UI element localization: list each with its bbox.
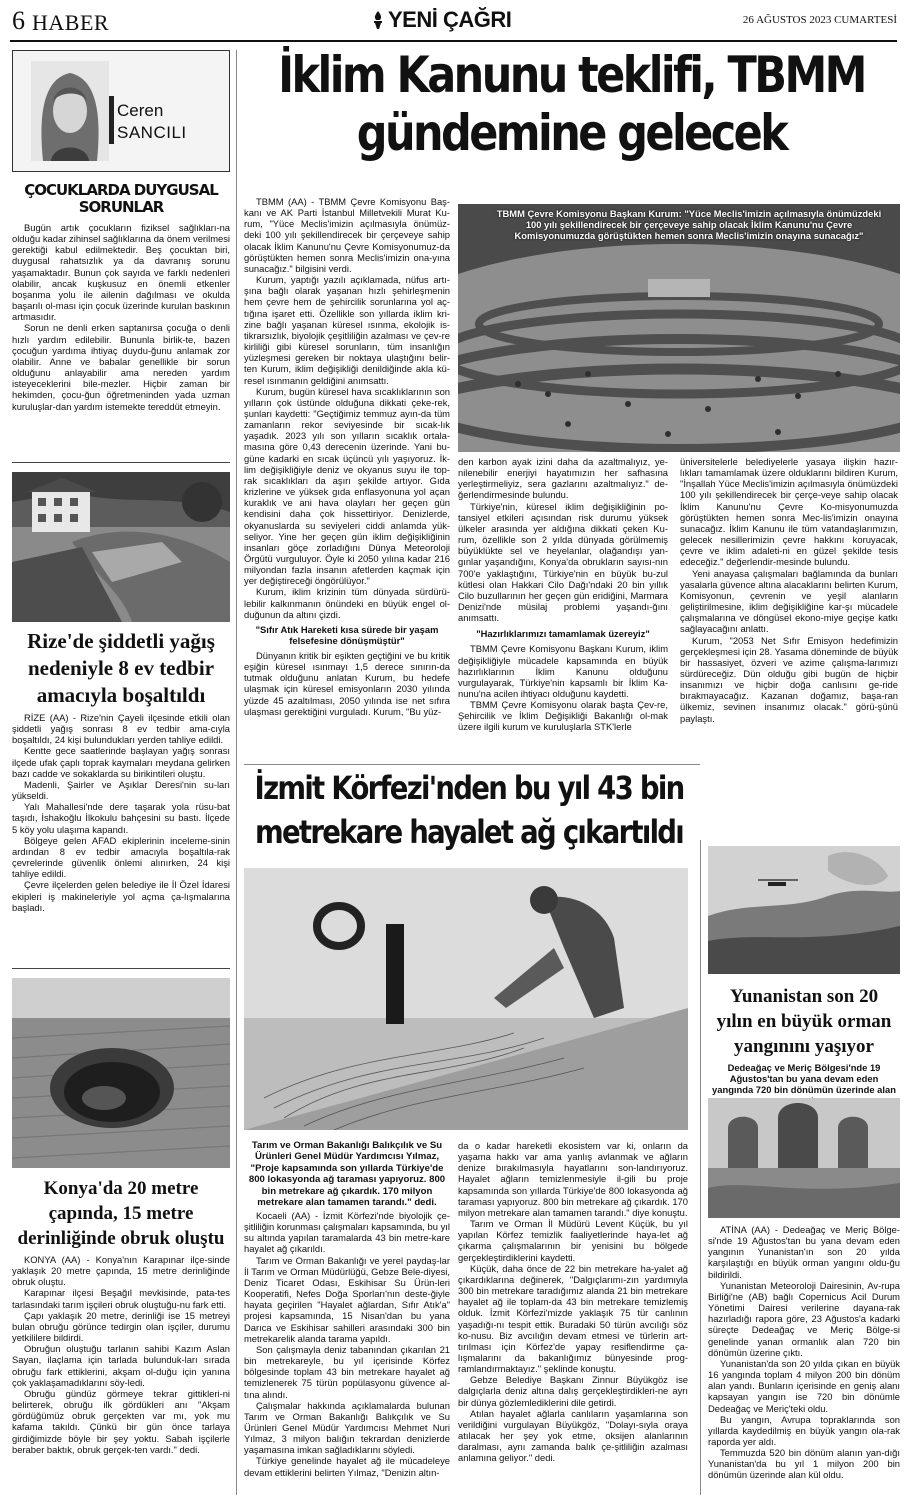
greece-paragraph: ATİNA (AA) - Dedeağaç ve Meriç Bölge-si'nde 19 Ağustos'tan bu yana devam eden yangının Yunanistan'ın son 20 yılda karşılaştığı en büyük orman yangını oldu-ğu bildirildi. <box>708 1224 900 1280</box>
column-paragraph: Bugün artık çocukların fiziksel sağlıkları-na olduğu kadar zihinsel sağlıklarına da önem verilmesi gerektiği kabul edilmektedir. Beş çocuktan biri, duygusal rahatsızlık ya da davranış sorunu yaşamaktadır. Bunun çok sayıda ve farklı nedenleri olabilir, ancak kuşkusuz en önemli etkenler boşanma yolu ile ailenin dağılması ve okulda başarılı ol-ması için çocuk üzerinde kurulan baskının artmasıdır. <box>12 222 230 323</box>
torch-icon <box>370 11 386 29</box>
konya-paragraph: Obruğu gündüz görmeye tekrar gittikleri-ni belirterek, obruğu ilk gördükleri anı "Akşam gördüğümüz obruk gerçekten var mı, yok mu kafama takıldı. Çünkü bir gün önce tarlaya girdiğimizde böyle bir şey yoktu. Sabah işçilerle beraber baktık, obruk gerçek-ten vardı." dedi. <box>12 1387 230 1455</box>
main-paragraph: Kurum, yaptığı yazılı açıklamada, nüfus artı-şına bağlı olarak yaşanan hızlı şehirleşmenin hem çevre hem de şehircilik sorunlarına yol aç-tığına işaret etti. Özellikle son yıllarda iklim kri-zine bağlı yaşanan küresel ısınma, ekolojik is-tikrarsızlık, biyolojik çeşitliliğin azalması ve çev-re kirliliği gibi küresel sorunların, tüm insanlığın yüzleşmesi gereken bir noktaya ulaştığını belir-ten Kurum, iklim değişikliği denildiğinde akla kü-resel ısınmanın geldiğini anımsattı. <box>244 274 450 386</box>
izmit-headline-line-2: metrekare hayalet ağ çıkartıldı <box>255 813 683 851</box>
izmit-body-col-2 <box>458 1140 688 1464</box>
newspaper-logo <box>370 8 511 32</box>
konya-paragraph: Çapı yaklaşık 20 metre, derinliği ise 15 metreyi bulan obruğu görünce tedirgin olan işçiler, durumu yetkililere bildirdi. <box>12 1309 230 1344</box>
konya-sinkhole-photo <box>12 978 230 1168</box>
author-last-name: SANCILI <box>117 123 187 142</box>
izmit-paragraph: Kocaeli (AA) - İzmit Körfezi'nde biyolojik çe-şitliliğin korunması çalışmaları kapsamında, bu yıl su altında yapılan taramalarda 43 bin metre-kare hayalet ağ çıkarıldı. <box>244 1210 450 1255</box>
main-paragraph: TBMM (AA) - TBMM Çevre Komisyonu Baş-kanı ve AK Parti İstanbul Milletvekili Murat Ku-rum, "Yüce Meclis'imizin açılmasıyla önümüz-deki 100 yılı şekillendirecek bir çerçeveye sahip olacak İklim Kanunu'nu Çevre Komisyonumuz-da görüştükten hemen sonra Meclis'imizin ona-yına sunacağız." bilgisini verdi. <box>244 196 450 274</box>
izmit-paragraph: Küçük, daha önce de 22 bin metrekare ha-yalet ağ çıkardıklarına değinerek, "Dalgıçlarımı-zın yardımıyla 300 bin metrekare taradığımız alanda 21 bin metrekare hayalet ağ ile toplam-da 43 bin metrekare temizlemiş olduk. İzmit Körfezi'mizde yaklaşık 75 tür canlının yaşadığı-nı tespit ettik. Buradaki 50 türün avcılığı söz ko-nusu. Biz avcılığın devam etmesi ve türlerin art-tırılması için Körfez'de yapay resiflendirme ça-lışmalarını da bakanlığımız bünyesinde prog-ramlandırmaktayız." şeklinde konuştu. <box>458 1262 688 1375</box>
main-body-col-1 <box>244 196 450 717</box>
author-box <box>12 50 230 172</box>
main-headline-line-2: gündemine gelecek <box>356 104 787 162</box>
main-subhead-2: "Hazırlıklarımızı tamamlamak üzereyiz" <box>476 628 650 640</box>
author-divider <box>109 96 114 144</box>
column-paragraph: Sorun ne denli erken saptanırsa çocuğa o denli hızlı yardım edilebilir. Bununla birlik-te, bazen çocuğun yardıma ihtiyaç duydu-ğunu anlamak zor olabilir. Anne ve babalar genellikle bir sorun olduğunu anlayabilir ama nereden yardım isteyeceklerini bile-mezler. Hiçbir zaman bir hekimden, çocu-ğun öğretmeninden yada uzman kuruluşlar-dan yardım istemekte tereddüt etmeyin. <box>12 322 230 412</box>
brand-name: YENİ ÇAĞRI <box>388 7 512 32</box>
rize-paragraph: Kentte gece saatlerinde başlayan yağış sonrası ilçede ufak çaplı toprak kaymaları meydana gelirken bazı cadde ve sokaklarda su birikintileri oluştu. <box>12 745 230 779</box>
main-paragraph: Kurum, bugün küresel hava sıcaklıklarının son yılların çok üstünde olduğuna dikkati çeke-rek, şunları kaydetti: "Geçtiğimiz temmuz ayın-da tüm zamanların rekor seviyesinde bir sıcak-lık yaşadık. 2023 yılı son yılların sıcaklık ortala-masına göre 0,43 derecenin üzerinde. Yani bu-güne kadarki en sıcak üçüncü yılı yaşıyoruz. İk-lim değişikliğiyle deniz ve okyanus suyu ile top-rak sıcaklıkları da aşırı şekilde artıyor. Gıda krizlerine ve yüksek gıda enflasyonuna yol açan kuraklık ve ani hava olayları her geçen gün kendisini daha çok hissettiriyor. Denizlerde, okyanuslarda su seviyeleri ciddi anlamda yük-seliyor. Yine her geçen gün iklim değişikliğinin insanları göçe zorladığını Dünya Meteoroloji Örgütü vurguluyor. Öyle ki 2050 yılına kadar 216 milyondan fazla insanın afetlerden kaçmak için yer değiştireceği öngörülüyor." <box>244 385 450 587</box>
section-label: HABER <box>32 10 110 35</box>
main-subhead-1: "Sıfır Atık Hareketi kısa sürede bir yaşam felsefesine dönüşmüştür" <box>255 623 439 646</box>
rize-landslide-photo <box>12 472 230 622</box>
column-body <box>12 222 230 412</box>
greece-paragraph: Bu yangın, Avrupa topraklarında son yıllarda kaydedilmiş en büyük yangın ola-rak raporda yer aldı. <box>708 1413 900 1447</box>
izmit-paragraph: Çalışmalar hakkında açıklamalarda bulunan Tarım ve Orman Bakanlığı Balıkçılık ve Su Ürünleri Genel Müdür Yardımcısı Mehmet Nuri Yılmaz, 3 milyon balığın tekrardan denizlerde yaşamasına imkan sağladıklarını söyledi. <box>244 1399 450 1456</box>
main-headline <box>244 46 899 178</box>
section-divider <box>12 968 230 969</box>
page-number: 6 <box>12 6 25 35</box>
rize-body <box>12 712 230 913</box>
greece-headline <box>708 984 900 1059</box>
izmit-paragraph: Tarım ve Orman Bakanlığı ve yerel paydaş-lar İl Tarım ve Orman Müdürlüğü, Gebze Bele-diyesi, Deniz Ticaret Odası, Eskihisar Su Ürün-leri Kooperatifi, Nefes Doğa Sporları'nın deste-ğiyle hayata geçirilen "Hayalet ağlardan, Sıfır Atık'a" projesi kapsamında, 15 Nisan'dan bu yana Darıca ve Eskihisar sahilleri arasındaki 300 bin metrekarelik alanda tarama yapıldı. <box>244 1254 450 1344</box>
izmit-headline-line-1: İzmit Körfezi'nden bu yıl 43 bin <box>254 769 684 807</box>
greece-headline-line-2: yılın en büyük orman <box>716 1011 892 1032</box>
section-divider <box>244 764 700 765</box>
fisherman-net-photo <box>244 868 688 1130</box>
main-paragraph: Kurum, iklim krizinin tüm dünyada sürdürü-lebilir kalkınmanın önündeki en büyük engel ol-duğunun da altını çizdi. <box>244 586 450 620</box>
izmit-paragraph: Atılan hayalet ağlarla canlıların yaşamlarına son verildiğini vurgulayan Büyükgöz, "Dolayı-sıyla oraya atılacak her şey yok etme, oksijen alanlarının daralması, aynı zamanda balık çe-şitliliğin azalması anlamına geliyor." dedi. <box>458 1407 688 1464</box>
greece-paragraph: Yunanistan Meteoroloji Dairesinin, Av-rupa Birliği'ne (AB) bağlı Copernicus Acil Durum Yönetimi Dairesi verilerine dayana-rak hazırladığı rapora göre, 23 Ağustos'a kadarki süreçte Dedeağaç ve Meriç Bölge-si genelinde yanan ormanlık alan 720 bin dönümün üzerine çıktı. <box>708 1279 900 1358</box>
rize-paragraph: Bölgeye gelen AFAD ekiplerinin inceleme-sinin ardından 8 ev tedbir amacıyla boşaltıla-rak çevrelerinde güvenlik önlemi alınırken, 24 kişi tahliye edildi. <box>12 834 230 880</box>
izmit-paragraph: Tarım ve Orman İl Müdürü Levent Küçük, bu yıl yapılan Körfez temizlik faaliyetlerinde haya-let ağ çıkarma çalışmalarının bir yenisini bu bölgede gerçekleştirdiklerini kaydetti. <box>458 1218 688 1263</box>
rize-headline-line-2: nedeniyle 8 ev tedbir <box>27 656 215 680</box>
izmit-paragraph: Gebze Belediye Başkanı Zinnur Büyükgöz ise dalgıçlarla deniz altına dalış gerçekleştirdikleri-ne ayrı bir dünya gözlemlediklerini dile getirdi. <box>458 1374 688 1408</box>
main-paragraph: TBMM Çevre Komisyonu olarak başta Çev-re, Şehircilik ve İklim Değişikliği Bakanlığı ol-mak üzere ilgili kurum ve kuruluşlarla STK'lerle <box>458 699 668 733</box>
izmit-paragraph: Son çalışmayla deniz tabanından çıkarılan 21 bin metrekareyle, bu yıl içerisinde Körfez bölgesinde toplam 43 bin metrekare hayalet ağ temizlenerek 75 türün popülasyonu güvence al-tına alındı. <box>244 1343 450 1400</box>
greece-fire-photo <box>708 846 900 974</box>
parliament-photo-caption: TBMM Çevre Komisyonu Başkanı Kurum: "Yüce Meclis'imizin açılmasıyla önümüzdeki 100 yılı şekillendirecek bir çerçeveye sahip olacak İklim Kanunu'nu Çevre Komisyonumuzda görüştükten hemen sonra Meclis'imizin onayına sunacağız" <box>496 208 882 242</box>
main-paragraph: den karbon ayak izini daha da azaltmalıyız, ye-nilenebilir enerjiyi hayatımızın her safhasına yerleştirmeliyiz, sera gazlarını azaltmalıyız." de-ğerlendirmesinde bulundu. <box>458 456 668 501</box>
rize-headline-line-1: Rize'de şiddetli yağış <box>27 629 215 653</box>
konya-paragraph: Karapınar ilçesi Beşağıl mevkisinde, pata-tes tarlasındaki tarım işçileri obruk oluştuğu-nu fark etti. <box>12 1287 230 1310</box>
parliament-photo <box>458 204 900 452</box>
main-paragraph: Dünyanın kritik bir eşikten geçtiğini ve bu kritik eşiğin küresel ısınmayı 1,5 derece sınırın-da tutmak olduğunu anlatan Kurum, bu hedefe ulaşmak için küresel emisyonların 2030 yılında yüzde 45 azaltılması, 2050 yılında ise net sıfıra ulaşması gerektiğini vurguladı. Kurum, "Bu yüz- <box>244 649 450 717</box>
rize-paragraph: RİZE (AA) - Rize'nin Çayeli ilçesinde etkili olan şiddetli yağış sonrası 8 ev tedbir ama-cıyla boşaltıldı, 24 kişi bulundukları yerden tahliye edildi. <box>12 712 230 746</box>
column-title-line-2: SORUNLAR <box>78 198 164 216</box>
column-title-line-1: ÇOCUKLARDA DUYGUSAL <box>24 181 218 199</box>
greece-ruins-photo <box>708 1098 900 1218</box>
konya-headline-line-2: çapında, 15 metre <box>48 1203 194 1224</box>
main-paragraph: Kurum, "2053 Net Sıfır Emisyon hedefimizin gerçekleşmesi için 28. Yasama döneminde de büyük bir hassasiyet, özveri ve azime çalışma-larımızı sürdüreceğiz. Dün olduğu gibi bugün de hiçbir insanımızı ve hiçbir doğa canlısını ge-ride bırakmayacağız. Kazanan doğamız, başa-ran ülkemiz, sevinen insanımız olacak." görü-şünü paylaştı. <box>680 634 899 724</box>
column-divider <box>700 840 701 1495</box>
main-headline-line-1: İklim Kanunu teklifi, TBMM <box>278 46 865 104</box>
author-photo <box>31 61 109 161</box>
greece-body <box>708 1224 900 1481</box>
column-title <box>12 182 230 216</box>
greece-headline-line-3: yangınını yaşıyor <box>734 1036 874 1057</box>
rize-paragraph: Madenli, Şairler ve Aşıklar Deresi'nin su-ları yükseldi. <box>12 778 230 802</box>
konya-headline-line-1: Konya'da 20 metre <box>43 1178 199 1199</box>
konya-body <box>12 1254 230 1455</box>
konya-headline <box>12 1176 230 1251</box>
rize-headline <box>12 628 230 709</box>
konya-paragraph: KONYA (AA) - Konya'nın Karapınar ilçe-sinde yaklaşık 20 metre çapında, 15 metre derinliğinde obruk oluştu. <box>12 1254 230 1288</box>
izmit-paragraph: Türkiye genelinde hayalet ağ ile mücadeleye devam ettiklerini belirten Yılmaz, "Denizin altın- <box>244 1455 450 1478</box>
izmit-body-col-1 <box>244 1210 450 1478</box>
greece-paragraph: Temmuzda 520 bin dönüm alanın yan-dığı Yunanistan'da bu yıl 1 milyon 200 bin dönümün üzerinde alan kül oldu. <box>708 1447 900 1481</box>
main-body-col-3 <box>680 456 898 724</box>
main-paragraph: TBMM Çevre Komisyonu Başkanı Kurum, iklim değişikliğiyle mücadele kapsamında en büyük hazırlıklarının İklim Kanunu olduğunu vurgulayarak, Türkiye'nin kapsamlı bir İklim Ka-nunu'na acilen ihtiyacı olduğunu kaydetti. <box>458 643 668 699</box>
rize-headline-line-3: amacıyla boşaltıldı <box>36 683 206 707</box>
rize-paragraph: Yalı Mahallesi'nde dere taşarak yola rüsu-bat taşıdı, İshakoğlu İlkokulu bahçesini su bastı. İlçede 5 köy yolu ulaşıma kapandı. <box>12 801 230 835</box>
izmit-paragraph: da o kadar hareketli ekosistem var ki, onların da yaşama hakkı var ama yanlış avlanmak ve ağların denize bırakılmasıyla hayatlarını son-landırıyoruz. Hayalet ağların temizlenmesiyle il-gili bu proje kapsamında son yıllarda Türkiye'de 800 lokasyonda ağ taraması yapıyoruz. 800 bin metrekare ağ çıkardık. 170 milyon metrekare alan tamamen tarandı." diye konuştu. <box>458 1140 688 1218</box>
greece-headline-line-1: Yunanistan son 20 <box>729 986 879 1007</box>
main-paragraph: üniversitelerle belediyelerle yasaya ilişkin hazır-lıkları tamamlamak üzere olduklarını bildiren Kurum, "İnşallah Yüce Meclis'imizin açılmasıyla önümüzdeki 100 yılı şekillendirecek bir çerçe-veye sahip olacak İklim Kanunu'nu Çevre Ko-misyonumuzda görüştükten hemen sonra Mec-lis'imizin onayına sunacağız. İklim Kanunu ile tüm vatandaşlarımızın, gelecek nesillerimizin çevre hakkını koruyacak, çevre ve iklim adaleti-ni en güzel şekilde tesis edeceğiz." değerlendir-mesinde bulundu. <box>680 456 898 568</box>
main-paragraph: Türkiye'nin, küresel iklim değişikliğinin po-tansiyel etkileri açısından risk durumu yüksek ülkeler arasında yer aldığına dikkati çeken Ku-rum, özellikle son 2 yılda dünyada görülmemiş büyüklükte sel ve heyelanlar, olağandışı yan-gınlar yaşandığını, Konya'da obrukların sayısı-nın 700'e yaklaştığını, Türkiye'nin en büyük bu-zul kütlesi olan Hakkari Cilo Dağı'ndaki 20 bin yıllık Cilo buzullarının her geçen gün eridiğini, Marmara Denizi'nde müsilaj problemi yaşandı-ğını anımsattı. <box>458 500 668 624</box>
izmit-lead: Tarım ve Orman Bakanlığı Balıkçılık ve Su Ürünleri Genel Müdür Yardımcısı Yılmaz, "Proje kapsamında son yıllarda Türkiye'de 800 lokasyonda ağ taraması yapıyoruz. 800 bin metrekare ağ çıkardık. 170 milyon metrekare alan tamamen tarandı." dedi. <box>248 1140 446 1209</box>
greece-paragraph: Yunanistan'da son 20 yılda çıkan en büyük 16 yangında toplam 4 milyon 200 bin dönüm alan yandı. Bunların içerisinde en geniş alanı kapsayan yangın ise 720 bin dönümle Dedeağaç ve Meriç'teki oldu. <box>708 1357 900 1414</box>
rize-paragraph: Çevre ilçelerden gelen belediye ile İl Özel İdaresi ekipleri iş makineleriyle yol açma ça-lışmalarına başladı. <box>12 879 230 913</box>
main-body-col-2 <box>458 456 668 733</box>
section-divider <box>12 462 230 463</box>
main-paragraph: Yeni anayasa çalışmaları bağlamında da bunları yasalarla güvence altına alacaklarını belirten Kurum, Komisyonun, çevrenin ve yeşil alanların geliştirilmesine, iklim değişikliğine kar-şı mücadele çalışmalarına ve döngüsel ekono-miye geçişe katkı sağlayacağını anlattı. <box>680 567 898 635</box>
issue-date: 26 AĞUSTOS 2023 CUMARTESİ <box>742 14 897 26</box>
header-rule <box>10 40 897 42</box>
konya-headline-line-3: derinliğinde obruk oluştu <box>17 1228 225 1249</box>
konya-paragraph: Obruğun oluştuğu tarlanın sahibi Kazım Aslan Sayan, ilaçlama için tarlada bulunduk-ları sırada obruğu fark ettiklerini, akşam ol-duğu için yanına çok yaklaşamadıklarını söy-ledi. <box>12 1343 230 1388</box>
izmit-headline <box>234 766 704 862</box>
greece-sub: Dedeağaç ve Meriç Bölgesi'nde 19 Ağustos'tan bu yana devam eden yangında 720 bin dönümün üzerinde alan <box>712 1062 896 1095</box>
author-first-name: Ceren <box>117 101 164 120</box>
